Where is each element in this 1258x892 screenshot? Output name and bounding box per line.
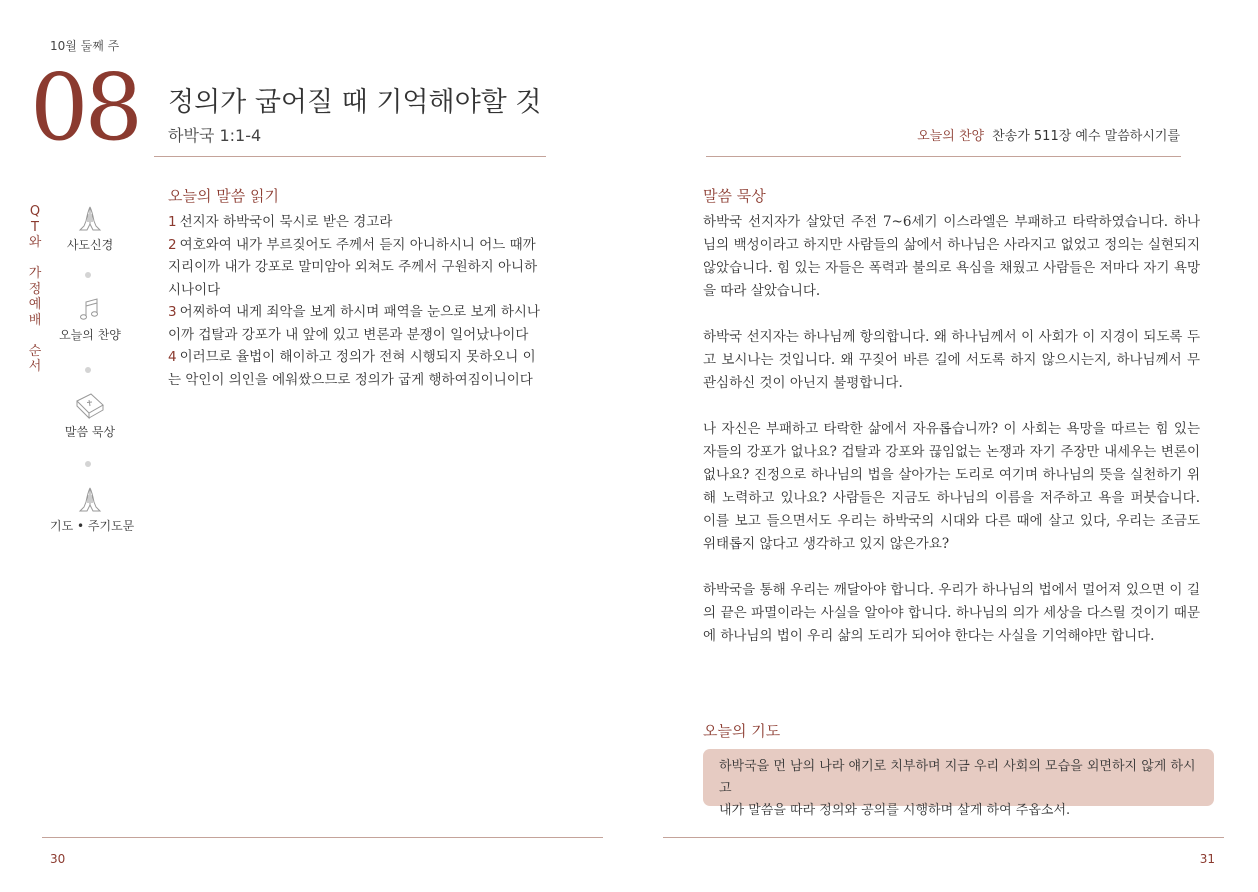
- prayer-line: 내가 말씀을 따라 정의와 공의를 시행하며 살게 하여 주옵소서.: [719, 803, 1071, 818]
- separator-dot: [85, 272, 91, 278]
- sidebar-item-label: 오늘의 찬양: [59, 328, 121, 342]
- sidebar-item-prayer: [50, 485, 135, 534]
- meditation-paragraph: 하박국 선지자는 하나님께 항의합니다. 왜 하나님께서 이 사회가 이 지경이 되도록 두고 보시나는 것입니다. 왜 꾸짖어 바른 길에 서도록 하지 않으시는지, 하나님께서 무관심하신 것이 아닌지 불평합니다.: [703, 329, 1200, 391]
- separator-dot: [85, 367, 91, 373]
- meditation-paragraph: 하박국을 통해 우리는 깨달아야 합니다. 우리가 하나님의 법에서 멀어져 있으면 이 길의 끝은 파멸이라는 사실을 알아야 합니다. 하나님의 의가 세상을 다스릴 것이기 때문에 하나님의 법이 우리 삶의 도리가 되어야 한다는 사실을 기억해야만 합니다.: [703, 582, 1200, 644]
- verse: [168, 346, 548, 391]
- vertical-char: 예: [28, 297, 42, 312]
- hymn-divider: [706, 156, 1181, 157]
- verse: [168, 211, 548, 234]
- hymn-label: 오늘의 찬양: [917, 129, 985, 144]
- vertical-gap: [28, 328, 42, 344]
- vertical-char: 배: [28, 312, 42, 328]
- title-divider: [154, 156, 546, 157]
- prayer-heading: 오늘의 기도: [703, 722, 781, 740]
- verse-text: 어찌하여 내게 죄악을 보게 하시며 패역을 눈으로 보게 하시나이까 겁탈과 강포가 내 앞에 있고 변론과 분쟁이 일어났나이다: [168, 304, 540, 343]
- sidebar-vertical-title: [28, 204, 42, 375]
- meditation-text: [703, 211, 1200, 671]
- lesson-number: 08: [30, 54, 140, 161]
- verse: [168, 301, 548, 346]
- vertical-gap: [28, 251, 42, 267]
- vertical-char: T: [31, 219, 39, 235]
- verse-number: 2: [168, 236, 177, 253]
- prayer-line: 하박국을 먼 남의 나라 얘기로 치부하며 지금 우리 사회의 모습을 외면하지 않게 하시고: [719, 759, 1196, 796]
- verse: [168, 234, 548, 302]
- reading-heading: 오늘의 말씀 읽기: [168, 187, 279, 205]
- verse-number: 3: [168, 304, 177, 320]
- footer-divider-left: [42, 837, 603, 838]
- praying-hands-icon: [75, 485, 105, 515]
- vertical-char: 가: [28, 266, 42, 281]
- sidebar-item-label: 사도신경: [66, 238, 114, 252]
- scripture-reference: 하박국 1:1-4: [168, 126, 262, 145]
- vertical-char: 정: [28, 281, 42, 297]
- bible-icon: [73, 391, 107, 421]
- sidebar-item-hymn: [50, 296, 130, 343]
- verse-number: 4: [168, 349, 177, 365]
- music-note-icon: [75, 296, 105, 324]
- meditation-heading: 말씀 묵상: [703, 187, 766, 205]
- page-title: 정의가 굽어질 때 기억해야할 것: [168, 87, 542, 118]
- sidebar-item-creed: [50, 204, 130, 253]
- sidebar-item-label: 말씀 묵상: [64, 425, 116, 439]
- verse-text: 선지자 하박국이 묵시로 받은 경고라: [179, 214, 393, 230]
- verse-number: 1: [168, 214, 177, 230]
- meditation-paragraph: 하박국 선지자가 살았던 주전 7~6세기 이스라엘은 부패하고 타락하였습니다. 하나님의 백성이라고 하지만 사람들의 삶에서 하나님은 사라지고 없었고 정의는 실현되지 않았습니다. 힘 있는 자들은 폭력과 불의로 욕심을 채웠고 사람들은 저마다 자기 욕망을 따라 살았습니다.: [703, 214, 1200, 299]
- sidebar-item-label: 기도 • 주기도문: [50, 519, 135, 533]
- vertical-char: 순: [28, 343, 42, 359]
- separator-dot: [85, 461, 91, 467]
- verse-text: 이러므로 율법이 해이하고 정의가 전혀 시행되지 못하오니 이는 악인이 의인을 에워쌌으므로 정의가 굽게 행하여짐이니이다: [168, 349, 536, 388]
- scripture-text: [168, 211, 548, 391]
- page-number-right: 31: [1199, 852, 1215, 866]
- prayer-box: [703, 749, 1214, 818]
- week-label: 10월 둘째 주: [50, 39, 120, 53]
- sidebar-item-meditation: [50, 391, 130, 440]
- page-number-left: 30: [50, 852, 66, 866]
- praying-hands-icon: [75, 204, 105, 234]
- meditation-paragraph: 나 자신은 부패하고 타락한 삶에서 자유롭습니까? 이 사회는 욕망을 따르는 힘 있는 자들의 강포가 없나요? 겁탈과 강포와 끊임없는 논쟁과 자기 주장만 내세우는 변론이 없나요? 진정으로 하나님의 법을 살아가는 도리로 여기며 하나님의 뜻을 실천하기 위해 노력하고 있나요? 사람들은 지금도 하나님의 이름을 저주하고 욕을 퍼붓습니다. 이를 보고 들으면서도 우리는 하박국의 시대와 다른 때에 살고 있다, 우리는 조금도 위태롭지 않다고 생각하고 있지 않은가요?: [703, 421, 1200, 552]
- hymn-of-the-day: [917, 125, 1180, 144]
- vertical-char: 와: [28, 235, 42, 250]
- verse-text: 여호와여 내가 부르짖어도 주께서 듣지 아니하시니 어느 때까지리이까 내가 강포로 말미암아 외쳐도 주께서 구원하지 아니하시나이다: [168, 236, 538, 298]
- vertical-char: 서: [28, 359, 42, 374]
- footer-divider-right: [663, 837, 1224, 838]
- hymn-text: 찬송가 511장 예수 말씀하시기를: [992, 129, 1180, 144]
- vertical-char: Q: [29, 204, 41, 219]
